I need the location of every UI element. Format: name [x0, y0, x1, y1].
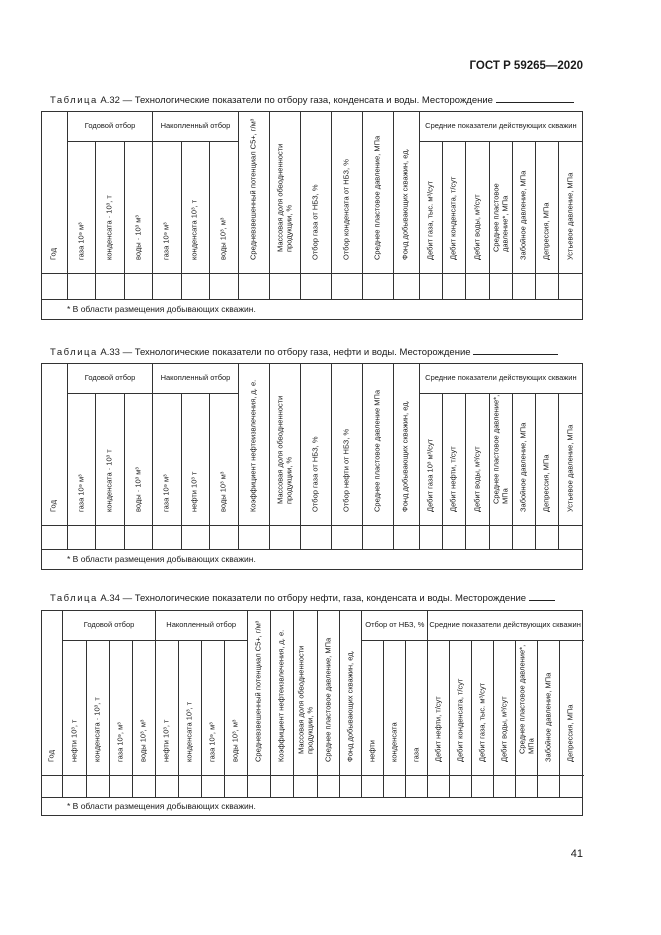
col-nbz-cond: конденсата: [384, 641, 406, 776]
group-wells: Средние показатели действующих скважин: [428, 611, 583, 641]
table-34-title: А.34 — Технологические показатели по отбору нефти, газа, конденсата и воды. Месторождение: [100, 593, 527, 604]
col-water: воды · 10³ м³: [124, 142, 152, 274]
col-condensate: конденсата · 10³ т: [96, 394, 124, 526]
table-33-title: А.33 — Технологические показатели по отбору газа, нефти и воды. Месторождение: [100, 347, 471, 358]
col-condensate: конденсата · 10³, т: [86, 641, 109, 776]
table-32-blank-line: [496, 94, 574, 103]
col-bottomhole: Забойное давление, МПа: [512, 394, 535, 526]
col-water-cut: Массовая доля обводненности продукции, %: [269, 112, 300, 274]
table-row: [42, 776, 583, 798]
col-cond-rate: Дебит конденсата, т/сут: [450, 641, 472, 776]
col-water-cut: Массовая доля обводненности продукции, %: [269, 364, 300, 526]
col-well-stock: Фонд добывающих скважин, ед.: [393, 364, 419, 526]
group-wells: Средние показатели действующих скважин: [419, 112, 582, 142]
col-cum-water: воды 10³ м³: [210, 394, 238, 526]
col-reservoir-pressure: Среднее пластовое давление, МПа: [318, 611, 340, 776]
table-33-caption: [50, 346, 558, 358]
col-cum-gas: газа 10⁹ м³: [153, 142, 181, 274]
document-standard-header: ГОСТ Р 59265—2020: [469, 60, 583, 72]
col-cum-gas: газа 10⁹, м³: [201, 641, 224, 776]
col-year: Год: [42, 364, 68, 526]
col-cum-water: воды 10³, м³: [224, 641, 247, 776]
col-cum-condensate: конденсата 10³, т: [178, 641, 201, 776]
col-oil-rate: Дебит нефти, т/сут: [443, 394, 466, 526]
col-depression: Депрессия, МПа: [536, 394, 559, 526]
col-wellhead: Устьевое давление, МПа: [559, 394, 583, 526]
col-well-stock: Фонд добывающих скважин, ед.: [393, 112, 419, 274]
col-reservoir-pressure: Среднее пластовое давление МПа: [362, 364, 393, 526]
col-cum-oil: нефти 10³, т: [155, 641, 178, 776]
col-cum-condensate: конденсата 10³, т: [181, 142, 209, 274]
table-row: [42, 526, 583, 550]
table-33-note: * В области размещения добывающих скважин.: [42, 550, 583, 570]
group-cumulative: Накопленный отбор: [155, 611, 247, 641]
col-depression: Депрессия, МПа: [536, 142, 559, 274]
group-wells: Средние показатели действующих скважин: [419, 364, 582, 394]
group-cumulative: Накопленный отбор: [153, 364, 238, 394]
col-gas-rate: Дебит газа 10³ м³/сут: [419, 394, 442, 526]
col-year: Год: [42, 112, 68, 274]
col-potential: Средневзвешенный потенциал C5+, г/м³: [238, 112, 269, 274]
col-condensate: конденсата · 10³, т: [96, 142, 124, 274]
col-wellhead: Устьевое давление, МПа: [559, 142, 583, 274]
group-annual: Годовой отбор: [67, 112, 152, 142]
col-nbz-gas: Отбор газа от НБЗ, %: [300, 112, 331, 274]
col-year: Год: [42, 611, 63, 776]
col-water: воды · 10³ м³: [124, 394, 152, 526]
table-33-label: Таблица: [50, 347, 98, 358]
table-32-caption: [50, 94, 574, 106]
col-water-rate: Дебит воды, м³/сут: [494, 641, 516, 776]
table-34: [41, 610, 583, 816]
col-water-rate: Дебит воды, м³/сут: [466, 394, 489, 526]
table-row: [42, 274, 583, 300]
col-gas: газа 10⁹ м³: [67, 142, 95, 274]
col-nbz-oil: нефти: [362, 641, 384, 776]
table-33-blank-line: [473, 346, 558, 355]
col-cum-gas: газа 10⁹ м³: [153, 394, 181, 526]
col-gas-rate: Дебит газа, тыс. м³/сут: [472, 641, 494, 776]
group-annual: Годовой отбор: [63, 611, 155, 641]
table-34-note: * В области размещения добывающих скважин.: [42, 798, 583, 816]
col-cum-oil: нефти 10³ т: [181, 394, 209, 526]
group-annual: Годовой отбор: [67, 364, 152, 394]
table-32-title: А.32 — Технологические показатели по отбору газа, конденсата и воды. Месторождение: [100, 95, 493, 106]
col-cum-water: воды 10³, м³: [210, 142, 238, 274]
col-nbz-gas: газа: [406, 641, 428, 776]
col-water: воды 10³, м³: [132, 641, 155, 776]
col-water-rate: Дебит воды, м³/сут: [466, 142, 489, 274]
col-reservoir-pressure: Среднее пластовое давление, МПа: [362, 112, 393, 274]
col-well-stock: Фонд добывающих скважин, ед.: [340, 611, 362, 776]
table-34-caption: [50, 592, 555, 604]
col-nbz-cond: Отбор конденсата от НБЗ, %: [331, 112, 362, 274]
col-potential: Средневзвешенный потенциал C5+, г/м³: [247, 611, 270, 776]
col-avg-res-pressure: Среднее пластовое давление*, МПа: [516, 641, 538, 776]
table-33: [41, 363, 583, 570]
col-oil-recovery: Коэффициент нефтеизвлечения, д. е.: [238, 364, 269, 526]
col-nbz-oil: Отбор нефти от НБЗ, %: [331, 364, 362, 526]
col-depression: Депрессия, МПа: [560, 641, 583, 776]
col-oil: нефти 10³, т: [63, 641, 86, 776]
table-32-note: * В области размещения добывающих скважин.: [42, 300, 583, 320]
col-gas-rate: Дебит газа, тыс. м³/сут: [419, 142, 442, 274]
col-cond-rate: Дебит конденсата, т/сут: [443, 142, 466, 274]
col-gas: газа 10⁹, м³: [109, 641, 132, 776]
col-bottomhole: Забойное давление, МПа: [512, 142, 535, 274]
table-32-label: Таблица: [50, 95, 98, 106]
col-avg-res-pressure: Среднее пластовое давление*, МПа: [489, 394, 512, 526]
col-oil-recovery: Коэффициент нефтеизвлечения, д. е.: [270, 611, 293, 776]
table-34-blank-line: [529, 592, 555, 601]
col-nbz-gas: Отбор газа от НБЗ, %: [300, 364, 331, 526]
page-number: 41: [570, 848, 583, 860]
table-34-label: Таблица: [50, 593, 98, 604]
col-gas: газа 10⁹ м³: [67, 394, 95, 526]
col-avg-res-pressure: Среднее пластовое давление*, МПа: [489, 142, 512, 274]
col-oil-rate: Дебит нефти, т/сут: [428, 641, 450, 776]
col-water-cut: Массовая доля обводненности продукции, %: [293, 611, 318, 776]
col-bottomhole: Забойное давление, МПа: [538, 641, 560, 776]
group-cumulative: Накопленный отбор: [153, 112, 238, 142]
group-nbz: Отбор от НБЗ, %: [362, 611, 428, 641]
table-32: [41, 111, 583, 320]
